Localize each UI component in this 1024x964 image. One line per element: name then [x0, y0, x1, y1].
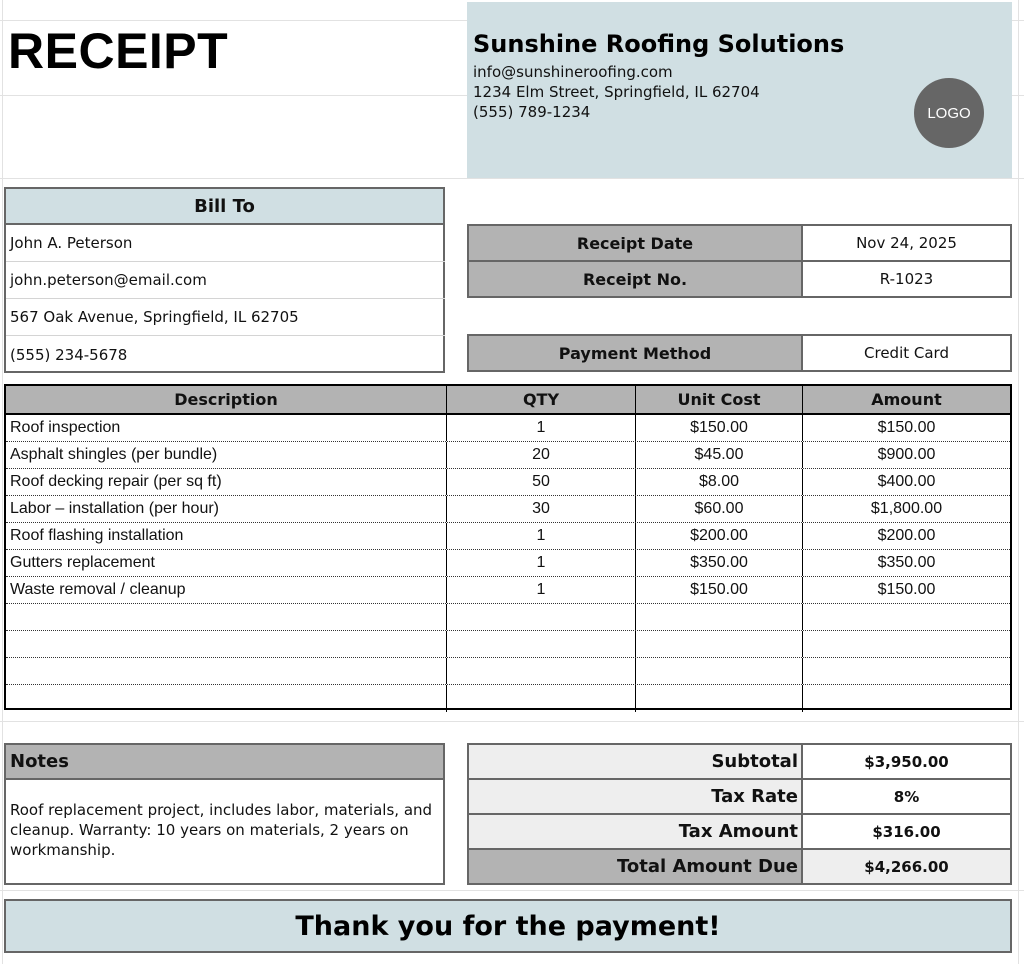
- notes-text[interactable]: Roof replacement project, includes labor, materials, and cleanup. Warranty: 10 years on materials, 2 years on workmanship.: [4, 780, 445, 885]
- company-email: info@sunshineroofing.com: [473, 63, 673, 81]
- item-amount[interactable]: $1,800.00: [870, 500, 943, 517]
- table-row: [6, 442, 1010, 469]
- item-amount[interactable]: [803, 658, 1010, 684]
- total-due-label: Total Amount Due: [469, 850, 803, 883]
- bill-to-section: [4, 225, 445, 373]
- item-description[interactable]: [6, 658, 447, 684]
- tax-rate-value[interactable]: 8%: [803, 780, 1010, 813]
- item-amount[interactable]: [803, 685, 1010, 712]
- item-amount[interactable]: [803, 631, 1010, 657]
- payment-method-label: Payment Method: [469, 336, 803, 370]
- item-description[interactable]: Waste removal / cleanup: [6, 577, 447, 603]
- item-qty[interactable]: [447, 658, 636, 684]
- total-due-row: [469, 850, 1010, 883]
- item-description[interactable]: Gutters replacement: [6, 550, 447, 576]
- item-unit-cost[interactable]: $60.00: [636, 496, 803, 522]
- payment-method-value[interactable]: Credit Card: [803, 336, 1010, 370]
- item-description[interactable]: [6, 685, 447, 712]
- item-unit-cost[interactable]: [636, 604, 803, 630]
- company-address: 1234 Elm Street, Springfield, IL 62704: [473, 83, 760, 101]
- payment-method-row: [467, 334, 1012, 372]
- tax-amount-value: $316.00: [803, 815, 1010, 848]
- item-qty[interactable]: [447, 631, 636, 657]
- column-header-amount: Amount: [871, 390, 942, 409]
- totals-section: [467, 743, 1012, 885]
- bill-to-email[interactable]: john.peterson@email.com: [6, 262, 445, 299]
- item-unit-cost[interactable]: [636, 685, 803, 712]
- subtotal-value: $3,950.00: [803, 745, 1010, 778]
- item-description[interactable]: Labor – installation (per hour): [6, 496, 447, 522]
- item-qty[interactable]: 1: [447, 577, 636, 603]
- item-description[interactable]: [6, 631, 447, 657]
- item-description[interactable]: [6, 604, 447, 630]
- notes-header: Notes: [4, 743, 445, 780]
- receipt-title: RECEIPT: [8, 23, 229, 79]
- items-table-header: [6, 386, 1010, 415]
- item-unit-cost[interactable]: $200.00: [636, 523, 803, 549]
- item-qty[interactable]: 1: [447, 523, 636, 549]
- table-row: [6, 685, 1010, 712]
- subtotal-row: [469, 745, 1010, 780]
- logo-text: LOGO: [927, 104, 971, 122]
- receipt-number-row: [467, 260, 1012, 298]
- item-amount[interactable]: $150.00: [877, 581, 936, 598]
- item-unit-cost[interactable]: $45.00: [636, 442, 803, 468]
- total-due-value: $4,266.00: [803, 850, 1010, 883]
- receipt-date-row: [467, 224, 1012, 262]
- company-logo: [914, 78, 984, 148]
- bill-to-name[interactable]: John A. Peterson: [6, 225, 445, 262]
- tax-amount-row: [469, 815, 1010, 850]
- table-row: [6, 631, 1010, 658]
- tax-rate-row: [469, 780, 1010, 815]
- company-phone: (555) 789-1234: [473, 103, 591, 121]
- gridline: [0, 178, 1024, 179]
- receipt-number-label: Receipt No.: [469, 262, 803, 296]
- column-header-unit-cost: Unit Cost: [636, 386, 803, 413]
- item-unit-cost[interactable]: $150.00: [636, 577, 803, 603]
- table-row: [6, 469, 1010, 496]
- item-description[interactable]: Roof decking repair (per sq ft): [6, 469, 447, 495]
- item-qty[interactable]: 1: [447, 550, 636, 576]
- tax-rate-label: Tax Rate: [469, 780, 803, 813]
- company-name: Sunshine Roofing Solutions: [473, 30, 845, 58]
- items-table: [4, 384, 1012, 710]
- item-amount[interactable]: $200.00: [877, 527, 936, 544]
- item-description[interactable]: Roof flashing installation: [6, 523, 447, 549]
- receipt-number-value[interactable]: R-1023: [803, 262, 1010, 296]
- gridline: [2, 0, 3, 964]
- gridline: [1018, 0, 1019, 964]
- table-row: [6, 415, 1010, 442]
- item-qty[interactable]: [447, 604, 636, 630]
- column-header-description: Description: [6, 386, 447, 413]
- item-qty[interactable]: [447, 685, 636, 712]
- item-amount[interactable]: $900.00: [877, 446, 936, 463]
- item-unit-cost[interactable]: [636, 631, 803, 657]
- item-qty[interactable]: 50: [447, 469, 636, 495]
- thank-you-banner: Thank you for the payment!: [4, 899, 1012, 953]
- item-unit-cost[interactable]: $350.00: [636, 550, 803, 576]
- item-description[interactable]: Asphalt shingles (per bundle): [6, 442, 447, 468]
- subtotal-label: Subtotal: [469, 745, 803, 778]
- table-row: [6, 523, 1010, 550]
- item-unit-cost[interactable]: $150.00: [636, 415, 803, 441]
- bill-to-address[interactable]: 567 Oak Avenue, Springfield, IL 62705: [6, 299, 445, 336]
- item-amount[interactable]: $350.00: [877, 554, 936, 571]
- gridline: [0, 721, 1024, 722]
- gridline: [0, 890, 1024, 891]
- item-amount[interactable]: [803, 604, 1010, 630]
- bill-to-header: Bill To: [4, 187, 445, 225]
- receipt-date-label: Receipt Date: [469, 226, 803, 260]
- item-unit-cost[interactable]: [636, 658, 803, 684]
- tax-amount-label: Tax Amount: [469, 815, 803, 848]
- bill-to-phone[interactable]: (555) 234-5678: [10, 345, 128, 364]
- item-amount[interactable]: $150.00: [877, 419, 936, 436]
- table-row: [6, 496, 1010, 523]
- table-row: [6, 604, 1010, 631]
- item-qty[interactable]: 1: [447, 415, 636, 441]
- item-description[interactable]: Roof inspection: [6, 415, 447, 441]
- item-qty[interactable]: 20: [447, 442, 636, 468]
- item-unit-cost[interactable]: $8.00: [636, 469, 803, 495]
- item-qty[interactable]: 30: [447, 496, 636, 522]
- column-header-qty: QTY: [447, 386, 636, 413]
- item-amount[interactable]: $400.00: [877, 473, 936, 490]
- table-row: [6, 577, 1010, 604]
- receipt-date-value[interactable]: Nov 24, 2025: [803, 226, 1010, 260]
- table-row: [6, 658, 1010, 685]
- table-row: [6, 550, 1010, 577]
